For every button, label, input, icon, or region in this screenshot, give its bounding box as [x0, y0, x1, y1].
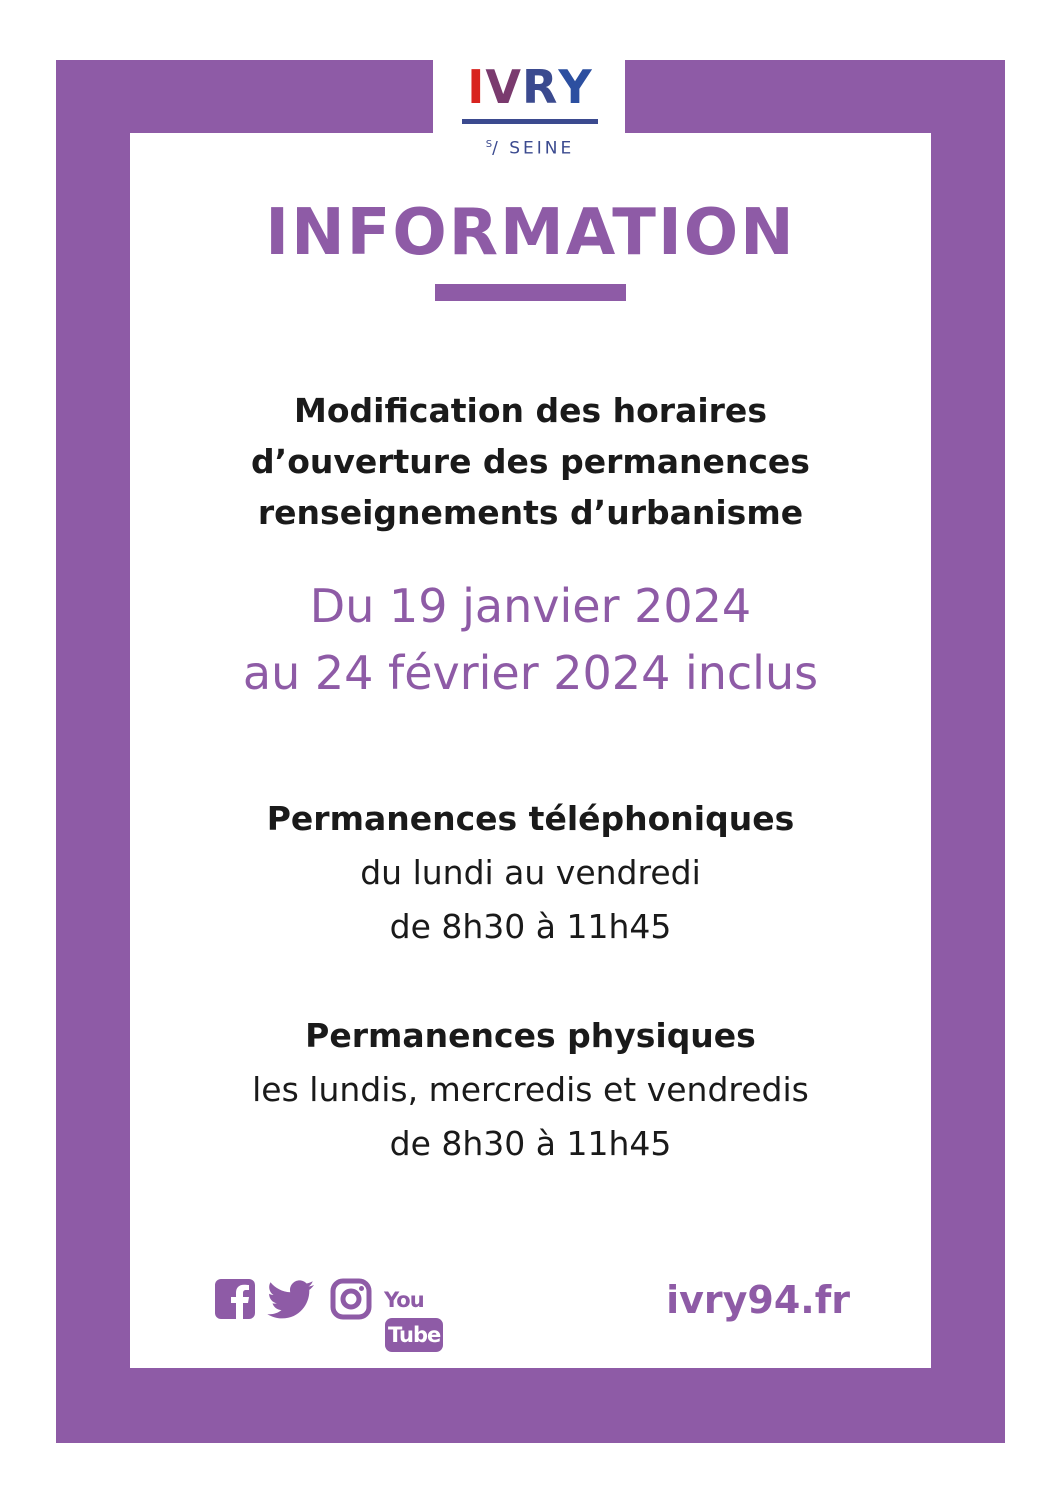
logo-sub-text: / SEINE [492, 138, 575, 159]
notice-subtitle [130, 385, 931, 538]
logo-sub-prefix: S [485, 139, 493, 150]
logo-letter: V [485, 60, 522, 114]
date-range [130, 573, 931, 707]
subtitle-line: Modification des horaires [294, 391, 767, 430]
physical-days: les lundis, mercredis et vendredis [252, 1070, 809, 1109]
facebook-icon[interactable] [214, 1278, 256, 1320]
phone-days: du lundi au vendredi [360, 853, 701, 892]
logo-letter: R [522, 60, 559, 114]
logo-underline [462, 119, 598, 124]
logo-wordmark [462, 56, 598, 118]
phone-hours-section [130, 792, 931, 954]
website-link[interactable]: ivry94.fr [666, 1278, 850, 1322]
title-underline [435, 284, 626, 301]
physical-hours-section [130, 1009, 931, 1171]
logo-subtitle [462, 134, 598, 160]
logo-letter: I [467, 60, 486, 114]
youtube-icon[interactable] [384, 1282, 464, 1347]
youtube-tube: Tube [385, 1318, 443, 1352]
date-line: Du 19 janvier 2024 [309, 579, 752, 633]
twitter-icon[interactable] [267, 1280, 315, 1320]
phone-hours: de 8h30 à 11h45 [389, 907, 672, 946]
date-line: au 24 février 2024 inclus [242, 646, 819, 700]
subtitle-line: d’ouverture des permanences [251, 442, 810, 481]
logo-letter: Y [558, 60, 593, 114]
physical-hours: de 8h30 à 11h45 [389, 1124, 672, 1163]
phone-heading: Permanences téléphoniques [266, 799, 795, 838]
page-title: INFORMATION [265, 196, 796, 270]
instagram-icon[interactable] [330, 1278, 372, 1320]
physical-heading: Permanences physiques [305, 1016, 756, 1055]
content-panel [130, 133, 931, 1368]
ivry-logo [462, 56, 598, 160]
subtitle-line: renseignements d’urbanisme [257, 493, 804, 532]
youtube-you: You [384, 1288, 424, 1312]
